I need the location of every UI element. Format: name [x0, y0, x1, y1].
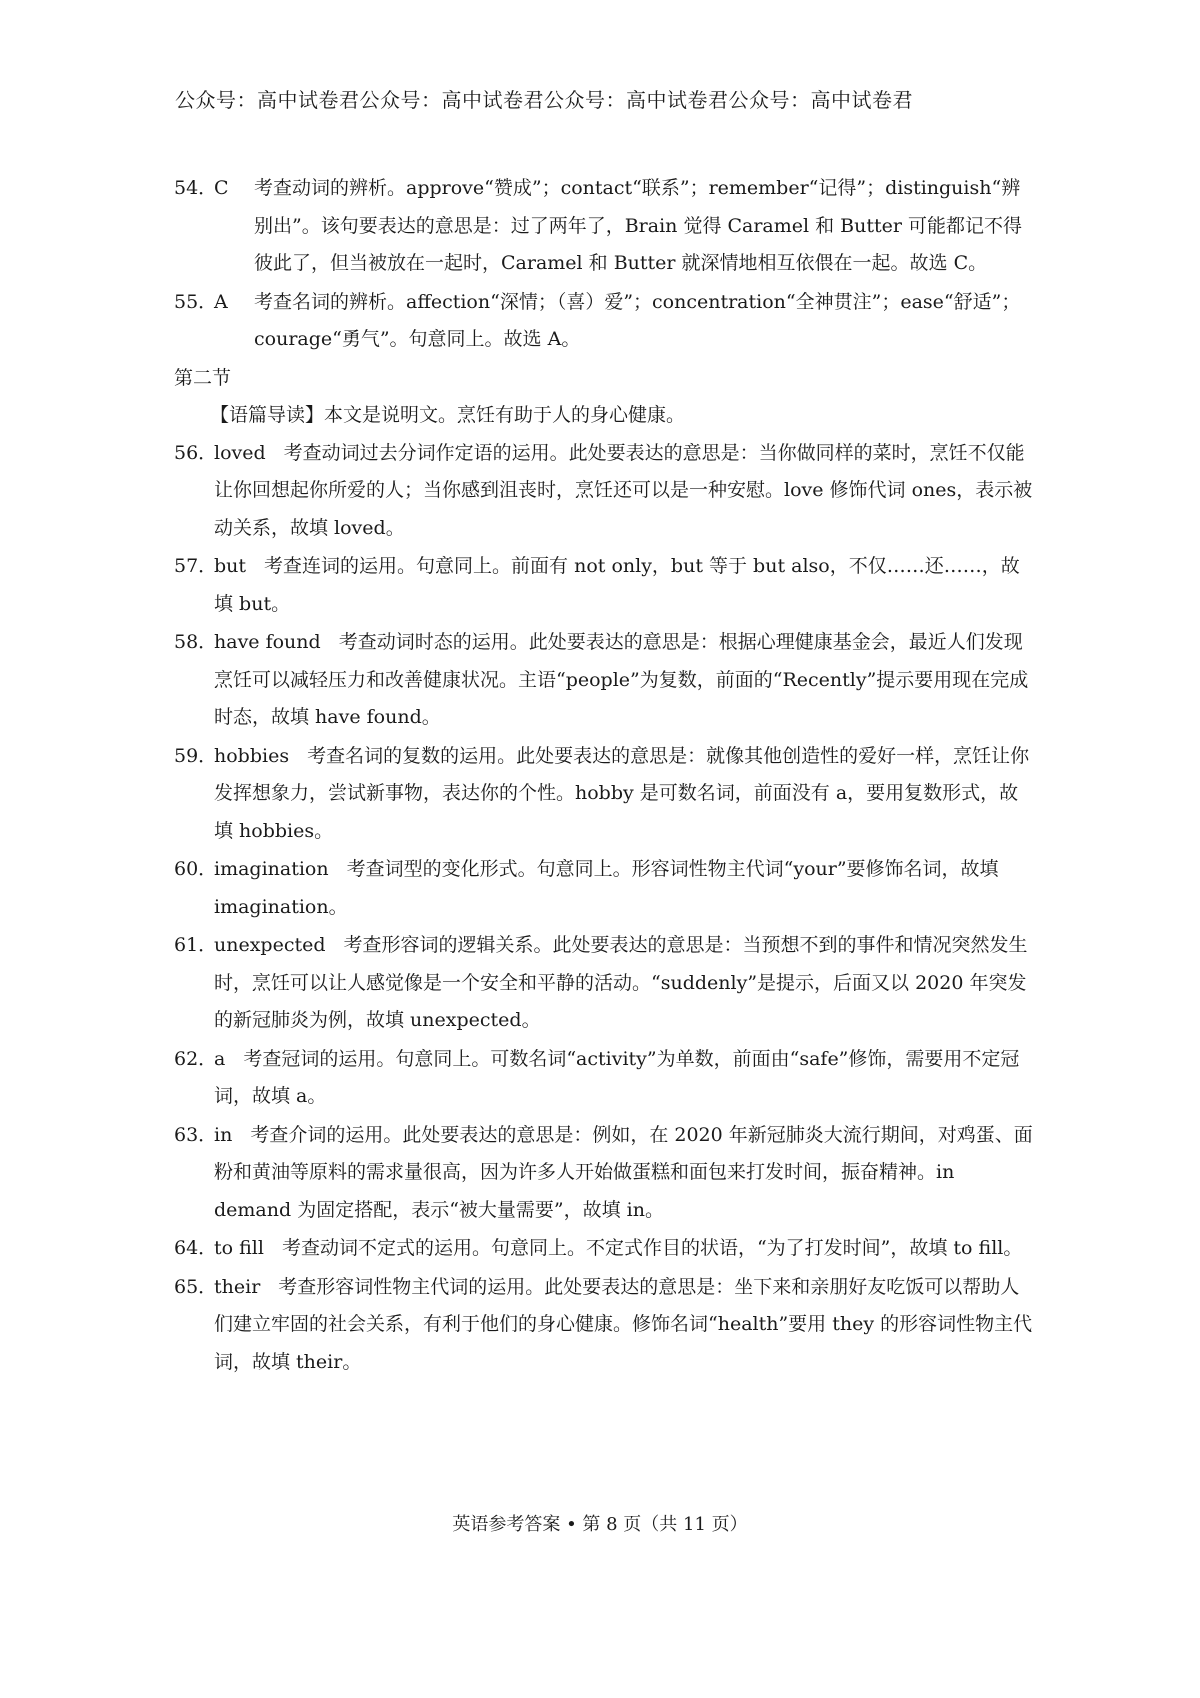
item-answer: unexpected: [214, 934, 326, 956]
answer-item-60: [174, 851, 1036, 926]
item-explanation: 考查名词的辨析。affection“深情；（喜）爱”；concentration“全神贯注”；ease“舒适”；courage“勇气”。句意同上。故选 A。: [254, 290, 1021, 350]
answer-item-65: [174, 1269, 1036, 1382]
item-answer: have found: [214, 631, 321, 653]
item-number: 60．: [174, 858, 218, 880]
item-number: 59．: [174, 744, 218, 767]
answer-item-63: [174, 1117, 1036, 1230]
item-answer: imagination: [214, 858, 329, 880]
answer-item-56: [174, 435, 1036, 548]
item-number: 55．: [174, 290, 218, 313]
item-number: 56．: [174, 441, 218, 464]
item-explanation: 考查动词的辨析。approve“赞成”；contact“联系”；remember“记得”；distinguish“辨别出”。该句要表达的意思是：过了两年了，Brain 觉得 Caramel 和 Butter 可能都记不得彼此了，但当被放在一起时，Caramel 和 Butter 就深情地相互依偎在一起。故选 C。: [254, 177, 1023, 274]
item-number: 64．: [174, 1237, 218, 1259]
passage-guide: 【语篇导读】本文是说明文。烹饪有助于人的身心健康。: [210, 404, 686, 426]
answer-item-62: [174, 1041, 1036, 1116]
item-answer: but: [214, 555, 247, 577]
item-answer: in: [214, 1123, 233, 1146]
item-answer: a: [214, 1047, 226, 1070]
section-title: 第二节: [174, 366, 232, 389]
item-explanation: 考查动词不定式的运用。句意同上。不定式作目的状语，“为了打发时间”，故填 to fill。: [281, 1237, 1023, 1259]
answer-content: [174, 170, 1036, 1382]
item-explanation: 考查连词的运用。句意同上。前面有 not only，but 等于 but also，不仅……还……，故填 but。: [214, 555, 1020, 615]
item-explanation: 考查动词过去分词作定语的运用。此处要表达的意思是：当你做同样的菜时，烹饪不仅能让你回想起你所爱的人；当你感到沮丧时，烹饪还可以是一种安慰。love 修饰代词 ones，表示被动关系，故填 loved。: [214, 441, 1033, 539]
item-answer: A: [214, 290, 228, 313]
answer-item-61: [174, 927, 1036, 1040]
item-answer: to fill: [214, 1237, 264, 1259]
item-number: 54．: [174, 177, 218, 199]
item-number: 65．: [174, 1275, 218, 1298]
item-explanation: 考查词型的变化形式。句意同上。形容词性物主代词“your”要修饰名词，故填 imagination。: [214, 858, 999, 918]
item-answer: their: [214, 1275, 261, 1298]
answer-item-57: [174, 548, 1036, 623]
item-number: 63．: [174, 1123, 218, 1146]
item-number: 58．: [174, 631, 218, 653]
item-answer: loved: [214, 441, 266, 464]
answer-item-59: [174, 738, 1036, 851]
item-number: 62．: [174, 1047, 218, 1070]
item-explanation: 考查形容词的逻辑关系。此处要表达的意思是：当预想不到的事件和情况突然发生时，烹饪可以让人感觉像是一个安全和平静的活动。“suddenly”是提示，后面又以 2020 年突发的新冠肺炎为例，故填 unexpected。: [214, 934, 1028, 1031]
answer-item-54: [174, 170, 1036, 283]
answer-item-58: [174, 624, 1036, 737]
item-explanation: 考查介词的运用。此处要表达的意思是：例如，在 2020 年新冠肺炎大流行期间，对鸡蛋、面粉和黄油等原料的需求量很高，因为许多人开始做蛋糕和面包来打发时间，振奋精神。in demand 为固定搭配，表示“被大量需要”，故填 in。: [214, 1123, 1033, 1221]
item-explanation: 考查动词时态的运用。此处要表达的意思是：根据心理健康基金会，最近人们发现烹饪可以减轻压力和改善健康状况。主语“people”为复数，前面的“Recently”提示要用现在完成时态，故填 have found。: [214, 631, 1029, 728]
item-explanation: 考查名词的复数的运用。此处要表达的意思是：就像其他创造性的爱好一样，烹饪让你发挥想象力，尝试新事物，表达你的个性。hobby 是可数名词，前面没有 a，要用复数形式，故填 hobbies。: [214, 744, 1030, 842]
page-footer: 英语参考答案 • 第 8 页（共 11 页）: [452, 1514, 748, 1535]
answer-item-64: [174, 1230, 1036, 1268]
item-answer: hobbies: [214, 744, 290, 767]
watermark-header: 公众号：高中试卷君公众号：高中试卷君公众号：高中试卷君公众号：高中试卷君: [175, 88, 913, 112]
item-answer: C: [214, 177, 229, 199]
item-number: 57．: [174, 555, 218, 577]
item-explanation: 考查形容词性物主代词的运用。此处要表达的意思是：坐下来和亲朋好友吃饭可以帮助人们建立牢固的社会关系，有利于他们的身心健康。修饰名词“health”要用 they 的形容词性物主代词，故填 their。: [214, 1275, 1033, 1373]
answer-item-55: [174, 284, 1036, 359]
item-explanation: 考查冠词的运用。句意同上。可数名词“activity”为单数，前面由“safe”修饰，需要用不定冠词，故填 a。: [214, 1047, 1020, 1107]
item-number: 61．: [174, 934, 218, 956]
